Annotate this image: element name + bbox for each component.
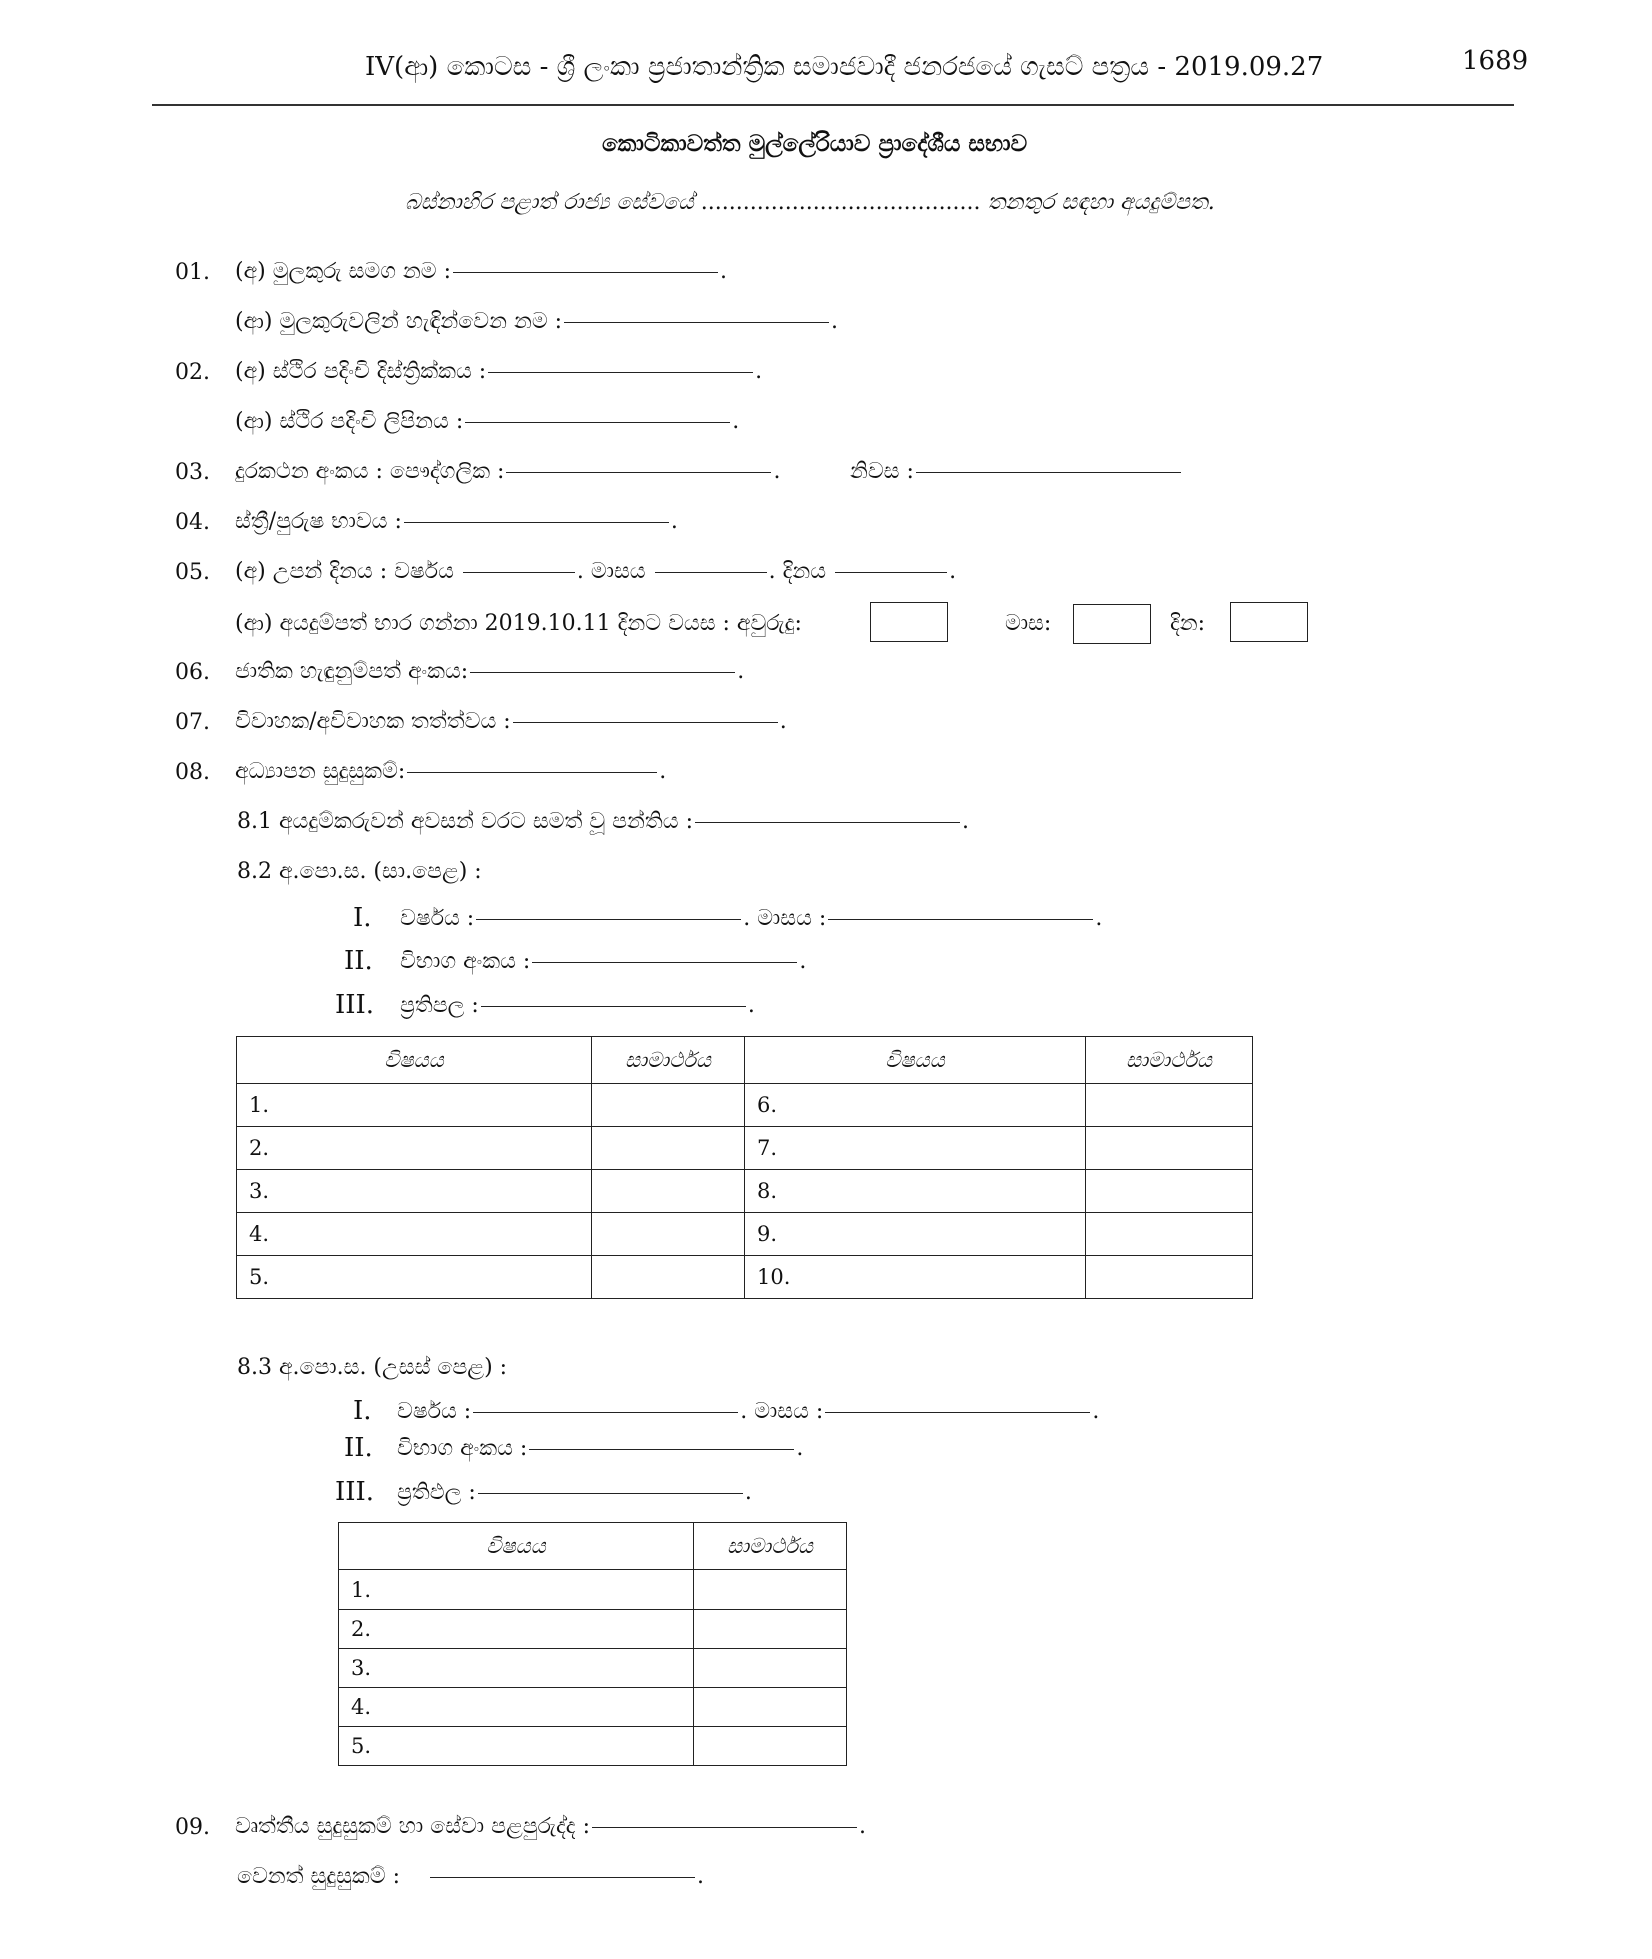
subject-cell[interactable]: 6.	[745, 1084, 1086, 1127]
subject-cell[interactable]: 1.	[339, 1570, 694, 1610]
last-grade-field[interactable]: 8.1 අයදුම්කරුවන් අවසන් වරට සමත් වූ පන්තිය : .	[237, 809, 969, 834]
subtitle-left: බස්නාහිර පළාත් රාජ්‍ය සේවයේ	[405, 190, 694, 215]
council-title: කොටිකාවත්ත මුල්ලේරියාව ප්‍රාදේශීය සභාව	[602, 130, 1028, 157]
phone-personal-field[interactable]: දුරකථන අංකය : පෞද්ගලික : .	[235, 459, 781, 484]
full-name-field[interactable]: (අ) මුලකුරු සමග නම : .	[235, 259, 728, 284]
ol-year-month-field[interactable]: වර්ෂය : . මාසය : .	[400, 906, 1103, 931]
ol-year-blank[interactable]	[476, 919, 741, 920]
al-roman-3: III.	[335, 1477, 375, 1507]
professional-qual-blank[interactable]	[592, 1827, 857, 1828]
item-number-06: 06.	[175, 660, 210, 685]
full-name-blank[interactable]	[453, 272, 718, 273]
education-label: අධ්‍යාපන සුදුසුකම්:	[235, 759, 406, 784]
gender-blank[interactable]	[404, 522, 669, 523]
grade-cell[interactable]	[1086, 1256, 1253, 1299]
item-number-03: 03.	[175, 460, 210, 485]
birth-day-label: දිනය	[782, 559, 827, 584]
age-months-box[interactable]	[1073, 604, 1151, 644]
table-row	[339, 1727, 847, 1766]
grade-cell[interactable]	[694, 1610, 847, 1649]
ol-result-label: ප්‍රතිපල :	[400, 993, 479, 1018]
al-roman-2: II.	[344, 1433, 373, 1463]
ol-month-label: මාසය :	[757, 906, 827, 931]
item-number-08: 08.	[175, 760, 210, 785]
grade-cell[interactable]	[592, 1127, 745, 1170]
age-months-label: මාස:	[1005, 611, 1052, 636]
al-year-blank[interactable]	[473, 1412, 738, 1413]
table-header-grade: සාමාර්ථය	[694, 1523, 847, 1570]
gender-field[interactable]: ස්ත්‍රී/පුරුෂ භාවය : .	[235, 509, 678, 534]
ol-roman-1: I.	[353, 903, 372, 933]
table-row	[237, 1256, 1253, 1299]
table-row	[237, 1170, 1253, 1213]
other-qual-blank[interactable]	[430, 1877, 695, 1878]
al-year-label: වර්ෂය :	[397, 1399, 472, 1424]
initials-name-blank[interactable]	[564, 322, 829, 323]
nic-label: ජාතික හැඳුනුම්පත් අංකය:	[235, 659, 469, 684]
table-header-subject: විෂයය	[237, 1037, 592, 1084]
birth-year-blank[interactable]	[463, 572, 575, 573]
address-blank[interactable]	[465, 422, 730, 423]
district-field[interactable]: (අ) ස්ථිර පදිංචි දිස්ත්‍රික්කය : .	[235, 359, 763, 384]
age-days-box[interactable]	[1230, 602, 1308, 642]
al-month-label: මාසය :	[754, 1399, 824, 1424]
grade-cell[interactable]	[592, 1213, 745, 1256]
grade-cell[interactable]	[592, 1256, 745, 1299]
nic-field[interactable]: ජාතික හැඳුනුම්පත් අංකය: .	[235, 659, 745, 684]
table-row	[339, 1610, 847, 1649]
ol-month-blank[interactable]	[828, 919, 1093, 920]
al-month-blank[interactable]	[825, 1412, 1090, 1413]
item-number-07: 07.	[175, 710, 210, 735]
subtitle-right: තනතුර සඳහා අයදුම්පත.	[987, 190, 1215, 215]
ol-index-field[interactable]: විභාග අංකය : .	[400, 949, 807, 974]
subject-cell[interactable]: 9.	[745, 1213, 1086, 1256]
al-results-table	[338, 1522, 847, 1766]
item-number-09: 09.	[175, 1815, 210, 1840]
subject-cell[interactable]: 4.	[237, 1213, 592, 1256]
professional-qual-field[interactable]: වෘත්තීය සුදුසුකම් හා සේවා පළපුරුද්ද : .	[235, 1814, 866, 1839]
al-roman-1: I.	[353, 1396, 372, 1426]
table-row	[237, 1213, 1253, 1256]
table-row	[339, 1688, 847, 1727]
subject-cell[interactable]: 5.	[339, 1727, 694, 1766]
phone-personal-label: දුරකථන අංකය : පෞද්ගලික :	[235, 459, 505, 484]
page-number: 1689	[1462, 46, 1529, 76]
grade-cell[interactable]	[1086, 1213, 1253, 1256]
al-result-label: ප්‍රතිඵල :	[397, 1480, 476, 1505]
item-number-05: 05.	[175, 560, 210, 585]
ol-result-field[interactable]: ප්‍රතිපල : .	[400, 993, 755, 1018]
ol-section-label: 8.2 අ.පො.ස. (සා.පෙළ) :	[237, 859, 482, 884]
al-index-field[interactable]: විභාග අංකය : .	[397, 1436, 804, 1461]
table-row	[339, 1649, 847, 1688]
grade-cell[interactable]	[1086, 1127, 1253, 1170]
al-index-label: විභාග අංකය :	[397, 1436, 528, 1461]
table-header-subject: විෂයය	[339, 1523, 694, 1570]
table-row	[339, 1570, 847, 1610]
ol-results-table	[236, 1036, 1253, 1299]
civil-status-field[interactable]: විවාහක/අවිවාහක තත්ත්වය : .	[235, 709, 787, 734]
district-label: (අ) ස්ථිර පදිංචි දිස්ත්‍රික්කය :	[235, 359, 487, 384]
grade-cell[interactable]	[592, 1170, 745, 1213]
subject-cell[interactable]: 10.	[745, 1256, 1086, 1299]
subject-cell[interactable]: 7.	[745, 1127, 1086, 1170]
grade-cell[interactable]	[1086, 1170, 1253, 1213]
gazette-header: IV(ආ) කොටස - ශ්‍රී ලංකා ප්‍රජාතාන්ත්‍රික සමාජවාදී ජනරජයේ ගැසට් පත්‍රය - 2019.09.27	[365, 52, 1324, 82]
table-row	[237, 1127, 1253, 1170]
header-rule	[152, 104, 1514, 106]
professional-qual-label: වෘත්තීය සුදුසුකම් හා සේවා පළපුරුද්ද :	[235, 1814, 590, 1839]
subject-cell[interactable]: 8.	[745, 1170, 1086, 1213]
address-label: (ආ) ස්ථිර පදිංචි ලිපිනය :	[235, 409, 464, 434]
al-result-blank[interactable]	[478, 1493, 743, 1494]
ol-roman-2: II.	[344, 946, 373, 976]
age-label: (ආ) අයදුම්පත් භාර ගන්නා 2019.10.11 දිනට වයස : අවුරුදු:	[235, 611, 802, 636]
full-name-label: (අ) මුලකුරු සමග නම :	[235, 259, 452, 284]
birth-month-blank[interactable]	[655, 572, 767, 573]
ol-roman-3: III.	[335, 990, 375, 1020]
phone-home-blank[interactable]	[916, 472, 1181, 473]
ol-index-label: විභාග අංකය :	[400, 949, 531, 974]
subject-cell[interactable]: 2.	[339, 1610, 694, 1649]
phone-home-label: නිවස :	[850, 459, 914, 484]
al-index-blank[interactable]	[529, 1449, 794, 1450]
birth-year-label: (අ) උපන් දිනය : වර්ෂය	[235, 559, 454, 584]
phone-personal-blank[interactable]	[506, 472, 771, 473]
subject-cell[interactable]: 5.	[237, 1256, 592, 1299]
age-years-box[interactable]	[870, 602, 948, 642]
civil-status-blank[interactable]	[513, 722, 778, 723]
grade-cell[interactable]	[694, 1727, 847, 1766]
education-blank[interactable]	[407, 772, 657, 773]
gender-label: ස්ත්‍රී/පුරුෂ භාවය :	[235, 509, 402, 534]
grade-cell[interactable]	[694, 1570, 847, 1610]
subtitle-dots: ........................................	[700, 190, 981, 215]
district-blank[interactable]	[488, 372, 753, 373]
last-grade-blank[interactable]	[695, 822, 960, 823]
ol-result-blank[interactable]	[481, 1006, 746, 1007]
ol-index-blank[interactable]	[532, 962, 797, 963]
birth-month-label: මාසය	[590, 559, 646, 584]
al-result-field[interactable]: ප්‍රතිඵල : .	[397, 1480, 752, 1505]
grade-cell[interactable]	[592, 1084, 745, 1127]
subject-cell[interactable]: 2.	[237, 1127, 592, 1170]
education-field[interactable]: අධ්‍යාපන සුදුසුකම්: .	[235, 759, 667, 784]
subject-cell[interactable]: 1.	[237, 1084, 592, 1127]
initials-name-label: (ආ) මුලකුරුවලින් හැඳින්වෙන නම :	[235, 309, 563, 334]
subject-cell[interactable]: 3.	[237, 1170, 592, 1213]
table-header-grade: සාමාර්ථය	[592, 1037, 745, 1084]
table-header-row	[339, 1523, 847, 1570]
table-row	[237, 1084, 1253, 1127]
grade-cell[interactable]	[694, 1649, 847, 1688]
form-subtitle	[405, 190, 1215, 215]
birth-day-blank[interactable]	[835, 572, 947, 573]
birth-date-field[interactable]: (අ) උපන් දිනය : වර්ෂය . මාසය . දිනය .	[235, 559, 957, 584]
table-header-grade: සාමාර්ථය	[1086, 1037, 1253, 1084]
item-number-02: 02.	[175, 360, 210, 385]
grade-cell[interactable]	[694, 1688, 847, 1727]
al-section-label: 8.3 අ.පො.ස. (උසස් පෙළ) :	[237, 1355, 508, 1380]
other-qual-label: වෙනත් සුදුසුකම් :	[237, 1864, 401, 1889]
last-grade-label: 8.1 අයදුම්කරුවන් අවසන් වරට සමත් වූ පන්තිය :	[237, 809, 693, 834]
nic-blank[interactable]	[470, 672, 735, 673]
civil-status-label: විවාහක/අවිවාහක තත්ත්වය :	[235, 709, 511, 734]
item-number-01: 01.	[175, 260, 210, 285]
grade-cell[interactable]	[1086, 1084, 1253, 1127]
table-header-subject: විෂයය	[745, 1037, 1086, 1084]
initials-name-field[interactable]: (ආ) මුලකුරුවලින් හැඳින්වෙන නම : .	[235, 309, 839, 334]
subject-cell[interactable]: 3.	[339, 1649, 694, 1688]
ol-year-label: වර්ෂය :	[400, 906, 475, 931]
other-qual-field[interactable]: වෙනත් සුදුසුකම් : .	[237, 1864, 704, 1889]
item-number-04: 04.	[175, 510, 210, 535]
phone-home-field[interactable]	[850, 458, 1183, 486]
al-year-month-field[interactable]: වර්ෂය : . මාසය : .	[397, 1399, 1100, 1424]
table-header-row	[237, 1037, 1253, 1084]
address-field[interactable]: (ආ) ස්ථිර පදිංචි ලිපිනය : .	[235, 409, 740, 434]
age-days-label: දින:	[1170, 611, 1206, 636]
subject-cell[interactable]: 4.	[339, 1688, 694, 1727]
